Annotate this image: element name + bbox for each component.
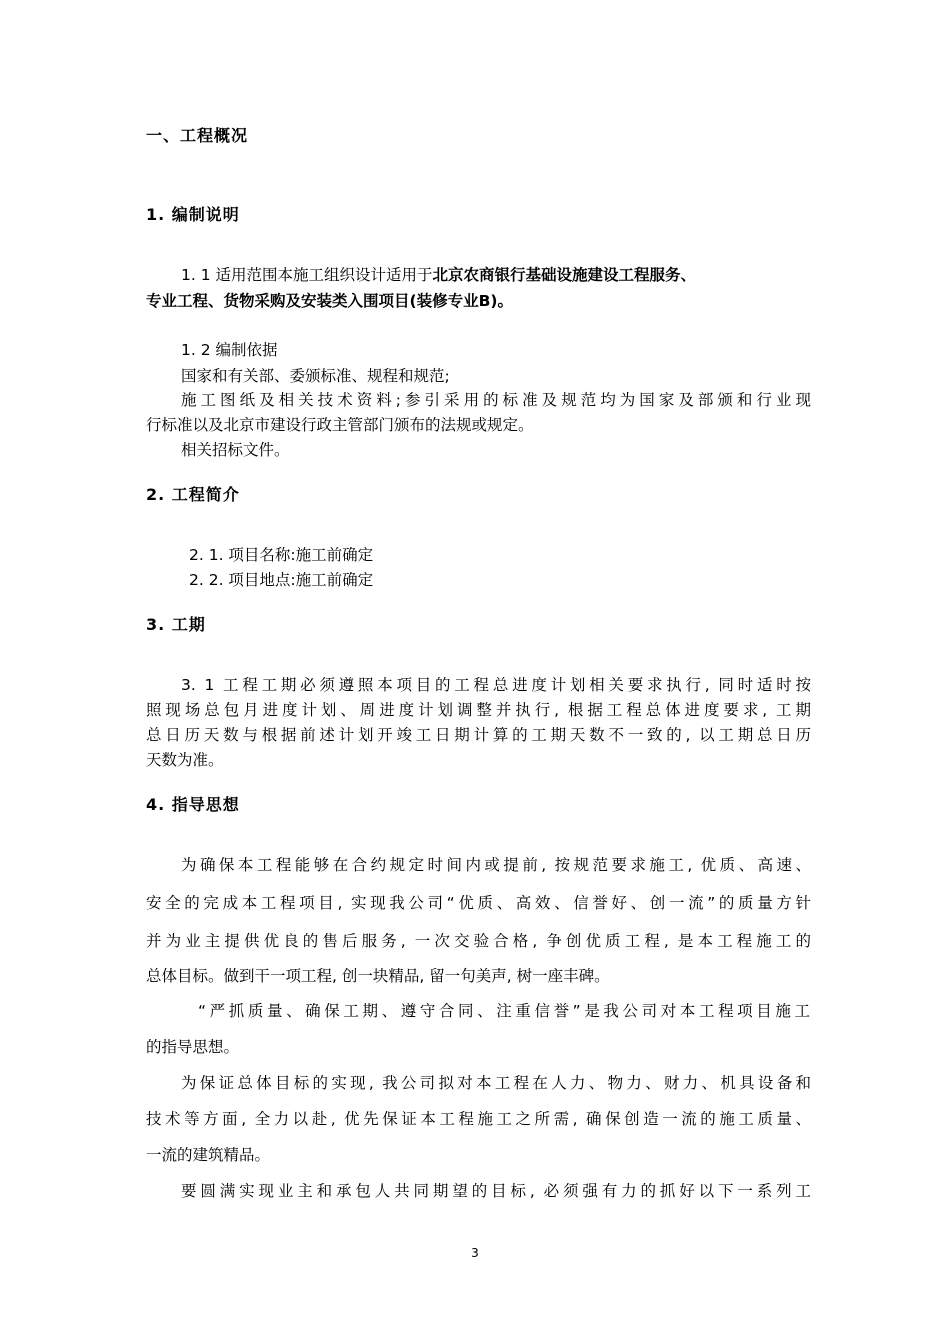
project-name-item: 2. 1. 项目名称:施工前确定 [189, 546, 374, 564]
basis-title: 1. 2 编制依据 [181, 341, 278, 359]
section-title: 一、工程概况 [146, 126, 249, 145]
ideology-p1-line-2: 安全的完成本工程项目, 实现我公司“优质、高效、信誉好、创一流”的质量方针 [146, 894, 811, 912]
schedule-line-4: 天数为准。 [146, 751, 224, 769]
ideology-p3-line-2: 技术等方面, 全力以赴, 优先保证本工程施工之所需, 确保创造一流的施工质量、 [146, 1110, 811, 1128]
ideology-p2-line-1: “严抓质量、确保工期、遵守合同、注重信誉”是我公司对本工程项目施工 [198, 1002, 810, 1020]
schedule-line-1: 3. 1 工程工期必须遵照本项目的工程总进度计划相关要求执行, 同时适时按 [181, 676, 811, 694]
ideology-p3-line-3: 一流的建筑精品。 [146, 1146, 271, 1164]
heading-editing-notes: 1. 编制说明 [146, 205, 240, 224]
scope-paragraph-line-2: 专业工程、货物采购及安装类入围项目(装修专业B)。 [146, 292, 513, 310]
ideology-p1-line-4: 总体目标。做到干一项工程, 创一块精品, 留一句美声, 树一座丰碑。 [146, 967, 610, 985]
ideology-p2-line-2: 的指导思想。 [146, 1038, 240, 1056]
scope-paragraph-line-1 [181, 265, 811, 285]
ideology-p1-line-3: 并为业主提供优良的售后服务, 一次交验合格, 争创优质工程, 是本工程施工的 [146, 932, 811, 950]
heading-project-intro: 2. 工程简介 [146, 485, 240, 504]
project-name-bold: 北京农商银行基础设施建设工程服务、 [432, 266, 697, 284]
scope-text: 1. 1 适用范围本施工组织设计适用于 [181, 266, 433, 284]
schedule-line-3: 总日历天数与根据前述计划开竣工日期计算的工期天数不一致的, 以工期总日历 [146, 726, 811, 744]
schedule-line-2: 照现场总包月进度计划、周进度计划调整并执行, 根据工程总体进度要求, 工期 [146, 701, 811, 719]
project-location-item: 2. 2. 项目地点:施工前确定 [189, 571, 374, 589]
ideology-p3-line-1: 为保证总体目标的实现, 我公司拟对本工程在人力、物力、财力、机具设备和 [181, 1074, 811, 1092]
page-number: 3 [471, 1246, 479, 1260]
basis-item-3: 相关招标文件。 [181, 441, 290, 459]
heading-schedule: 3. 工期 [146, 615, 206, 634]
basis-item-2-line-1: 施工图纸及相关技术资料;参引采用的标准及规范均为国家及部颁和行业现 [181, 391, 811, 409]
basis-item-1: 国家和有关部、委颁标准、规程和规范; [181, 367, 450, 385]
ideology-p4-line-1: 要圆满实现业主和承包人共同期望的目标, 必须强有力的抓好以下一系列工 [181, 1182, 811, 1200]
ideology-p1-line-1: 为确保本工程能够在合约规定时间内或提前, 按规范要求施工, 优质、高速、 [181, 856, 811, 874]
basis-item-2-line-2: 行标准以及北京市建设行政主管部门颁布的法规或规定。 [146, 416, 534, 434]
heading-guiding-ideology: 4. 指导思想 [146, 795, 240, 814]
